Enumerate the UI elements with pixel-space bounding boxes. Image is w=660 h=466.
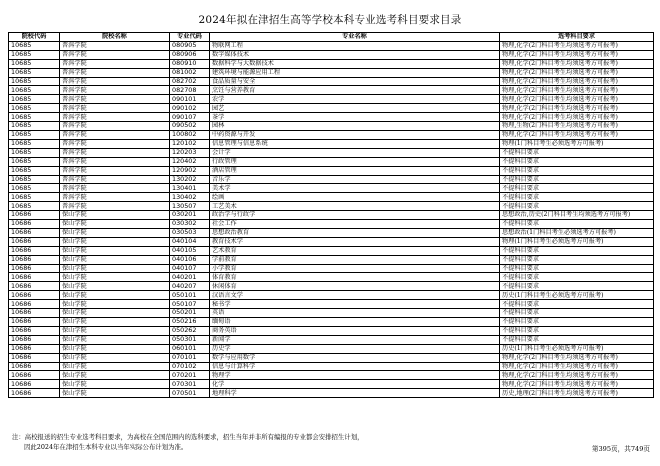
- school-code-cell: 10686: [9, 344, 60, 353]
- school-name-cell: 普洱学院: [60, 95, 170, 104]
- school-name-cell: 保山学院: [60, 371, 170, 380]
- major-code-cell: 130507: [170, 202, 210, 211]
- school-code-cell: 10686: [9, 309, 60, 318]
- major-code-cell: 030503: [170, 228, 210, 237]
- requirement-cell: 不提科目要求: [500, 318, 654, 327]
- major-code-cell: 070102: [170, 362, 210, 371]
- table-row: [9, 273, 654, 282]
- major-name-cell: 信息与计算科学: [210, 362, 500, 371]
- school-code-cell: 10686: [9, 264, 60, 273]
- major-name-cell: 园林: [210, 122, 500, 131]
- school-name-cell: 普洱学院: [60, 41, 170, 50]
- requirement-cell: 物理,化学(2门科目考生均须选考方可报考): [500, 77, 654, 86]
- school-code-cell: 10685: [9, 59, 60, 68]
- requirement-cell: 不提科目要求: [500, 282, 654, 291]
- school-name-cell: 普洱学院: [60, 193, 170, 202]
- major-code-cell: 090101: [170, 95, 210, 104]
- school-code-cell: 10685: [9, 157, 60, 166]
- major-code-cell: 080906: [170, 50, 210, 59]
- school-code-cell: 10685: [9, 148, 60, 157]
- school-code-cell: 10685: [9, 50, 60, 59]
- school-name-cell: 普洱学院: [60, 77, 170, 86]
- school-code-cell: 10686: [9, 255, 60, 264]
- footnote-line-2: 因此2024年在津招生本科专业以当年实际公布计划为准。: [24, 443, 188, 451]
- major-code-cell: 070501: [170, 389, 210, 398]
- school-name-cell: 保山学院: [60, 264, 170, 273]
- school-code-cell: 10685: [9, 193, 60, 202]
- school-name-cell: 保山学院: [60, 318, 170, 327]
- major-code-cell: 080910: [170, 59, 210, 68]
- table-row: [9, 264, 654, 273]
- table-row: [9, 166, 654, 175]
- table-row: [9, 344, 654, 353]
- major-code-cell: 040201: [170, 273, 210, 282]
- school-name-cell: 保山学院: [60, 228, 170, 237]
- school-name-cell: 保山学院: [60, 335, 170, 344]
- requirement-cell: 物理,化学(2门科目考生均须选考方可报考): [500, 130, 654, 139]
- major-code-cell: 120102: [170, 139, 210, 148]
- school-name-cell: 普洱学院: [60, 166, 170, 175]
- table-row: [9, 300, 654, 309]
- table-row: [9, 41, 654, 50]
- school-code-cell: 10686: [9, 371, 60, 380]
- school-name-cell: 保山学院: [60, 389, 170, 398]
- table-row: [9, 335, 654, 344]
- footnote: [12, 432, 363, 452]
- table-row: [9, 291, 654, 300]
- table-row: [9, 104, 654, 113]
- requirement-cell: 不提科目要求: [500, 335, 654, 344]
- school-code-cell: 10686: [9, 228, 60, 237]
- school-name-cell: 普洱学院: [60, 50, 170, 59]
- major-code-cell: 082702: [170, 77, 210, 86]
- major-name-cell: 社会工作: [210, 220, 500, 229]
- requirement-cell: 历史,地理(2门科目考生均须选考方可报考): [500, 389, 654, 398]
- school-code-cell: 10686: [9, 237, 60, 246]
- major-name-cell: 新闻学: [210, 335, 500, 344]
- requirement-cell: 不提科目要求: [500, 326, 654, 335]
- major-code-cell: 130401: [170, 184, 210, 193]
- school-name-cell: 保山学院: [60, 300, 170, 309]
- school-name-cell: 普洱学院: [60, 148, 170, 157]
- major-code-cell: 040107: [170, 264, 210, 273]
- major-code-cell: 081002: [170, 68, 210, 77]
- school-code-cell: 10686: [9, 318, 60, 327]
- major-code-cell: 040105: [170, 246, 210, 255]
- page-title: 2024年拟在津招生高等学校本科专业选考科目要求目录: [198, 14, 462, 26]
- school-name-cell: 保山学院: [60, 237, 170, 246]
- major-name-cell: 历史学: [210, 344, 500, 353]
- school-name-cell: 保山学院: [60, 255, 170, 264]
- major-code-cell: 040207: [170, 282, 210, 291]
- table-row: [9, 77, 654, 86]
- requirement-cell: 不提科目要求: [500, 157, 654, 166]
- school-name-cell: 保山学院: [60, 291, 170, 300]
- school-code-cell: 10685: [9, 41, 60, 50]
- school-name-cell: 保山学院: [60, 344, 170, 353]
- major-name-cell: 工艺美术: [210, 202, 500, 211]
- table-row: [9, 193, 654, 202]
- table-row: [9, 139, 654, 148]
- school-name-cell: 普洱学院: [60, 139, 170, 148]
- table-row: [9, 371, 654, 380]
- table-row: [9, 95, 654, 104]
- school-name-cell: 普洱学院: [60, 130, 170, 139]
- requirement-cell: 不提科目要求: [500, 202, 654, 211]
- requirement-cell: 不提科目要求: [500, 300, 654, 309]
- school-name-cell: 普洱学院: [60, 175, 170, 184]
- major-code-cell: 130202: [170, 175, 210, 184]
- table-row: [9, 68, 654, 77]
- school-name-cell: 保山学院: [60, 353, 170, 362]
- major-name-cell: 秘书学: [210, 300, 500, 309]
- school-name-cell: 普洱学院: [60, 86, 170, 95]
- table-row: [9, 318, 654, 327]
- table-row: [9, 202, 654, 211]
- column-header-requirement: 选考科目要求: [500, 33, 654, 42]
- column-header-major-code: 专业代码: [170, 33, 210, 42]
- major-name-cell: 思想政治教育: [210, 228, 500, 237]
- requirement-cell: 物理(1门科目考生必须选考方可报考): [500, 139, 654, 148]
- major-name-cell: 商务英语: [210, 326, 500, 335]
- school-code-cell: 10685: [9, 113, 60, 122]
- requirement-cell: 不提科目要求: [500, 273, 654, 282]
- major-code-cell: 100802: [170, 130, 210, 139]
- major-name-cell: 体育教育: [210, 273, 500, 282]
- school-name-cell: 保山学院: [60, 273, 170, 282]
- school-code-cell: 10685: [9, 139, 60, 148]
- major-name-cell: 地理科学: [210, 389, 500, 398]
- school-code-cell: 10686: [9, 389, 60, 398]
- school-code-cell: 10685: [9, 95, 60, 104]
- requirement-cell: 物理,化学(2门科目考生均须选考方可报考): [500, 353, 654, 362]
- table-row: [9, 380, 654, 389]
- requirement-cell: 不提科目要求: [500, 255, 654, 264]
- requirement-cell: 不提科目要求: [500, 184, 654, 193]
- table-row: [9, 175, 654, 184]
- requirement-cell: 不提科目要求: [500, 220, 654, 229]
- table-row: [9, 353, 654, 362]
- major-code-cell: 050107: [170, 300, 210, 309]
- major-name-cell: 中药资源与开发: [210, 130, 500, 139]
- school-name-cell: 保山学院: [60, 362, 170, 371]
- requirement-cell: 物理,化学(2门科目考生均须选考方可报考): [500, 104, 654, 113]
- school-name-cell: 保山学院: [60, 211, 170, 220]
- major-code-cell: 082708: [170, 86, 210, 95]
- table-row: [9, 148, 654, 157]
- major-name-cell: 食品质量与安全: [210, 77, 500, 86]
- requirement-cell: 不提科目要求: [500, 148, 654, 157]
- major-name-cell: 信息管理与信息系统: [210, 139, 500, 148]
- major-name-cell: 农学: [210, 95, 500, 104]
- school-code-cell: 10686: [9, 291, 60, 300]
- school-code-cell: 10686: [9, 282, 60, 291]
- school-code-cell: 10685: [9, 184, 60, 193]
- major-name-cell: 行政管理: [210, 157, 500, 166]
- table-row: [9, 113, 654, 122]
- school-code-cell: 10686: [9, 300, 60, 309]
- requirement-cell: 物理,化学(2门科目考生均须选考方可报考): [500, 86, 654, 95]
- major-code-cell: 060101: [170, 344, 210, 353]
- table-row: [9, 211, 654, 220]
- requirement-cell: 不提科目要求: [500, 264, 654, 273]
- major-code-cell: 050301: [170, 335, 210, 344]
- table-row: [9, 220, 654, 229]
- major-code-cell: 070201: [170, 371, 210, 380]
- requirement-cell: 不提科目要求: [500, 175, 654, 184]
- requirement-cell: 历史(1门科目考生必须选考方可报考): [500, 344, 654, 353]
- school-code-cell: 10685: [9, 166, 60, 175]
- school-code-cell: 10686: [9, 246, 60, 255]
- school-name-cell: 普洱学院: [60, 113, 170, 122]
- table-row: [9, 309, 654, 318]
- column-header-school-code: 院校代码: [9, 33, 60, 42]
- school-code-cell: 10686: [9, 380, 60, 389]
- school-name-cell: 普洱学院: [60, 68, 170, 77]
- school-code-cell: 10685: [9, 68, 60, 77]
- school-name-cell: 保山学院: [60, 246, 170, 255]
- major-name-cell: 物联网工程: [210, 41, 500, 50]
- table-row: [9, 59, 654, 68]
- school-code-cell: 10685: [9, 130, 60, 139]
- major-code-cell: 050216: [170, 318, 210, 327]
- school-code-cell: 10686: [9, 273, 60, 282]
- major-name-cell: 数学与应用数学: [210, 353, 500, 362]
- major-code-cell: 090102: [170, 104, 210, 113]
- major-code-cell: 050201: [170, 309, 210, 318]
- major-name-cell: 汉语言文学: [210, 291, 500, 300]
- requirement-cell: 物理(1门科目考生必须选考方可报考): [500, 237, 654, 246]
- school-name-cell: 普洱学院: [60, 104, 170, 113]
- major-name-cell: 政治学与行政学: [210, 211, 500, 220]
- subject-requirements-table: [8, 32, 654, 398]
- major-name-cell: 烹饪与营养教育: [210, 86, 500, 95]
- footnote-line-1: 注：高校报送的招生专业选考科目要求，为高校在全国范围内的选科要求，招生当年并非所有编报的专业都会安排招生计划，: [12, 433, 364, 441]
- school-name-cell: 普洱学院: [60, 122, 170, 131]
- requirement-cell: 物理,生物(2门科目考生均须选考方可报考): [500, 122, 654, 131]
- major-name-cell: 绘画: [210, 193, 500, 202]
- major-code-cell: 070301: [170, 380, 210, 389]
- requirement-cell: 物理,化学(2门科目考生均须选考方可报考): [500, 50, 654, 59]
- school-code-cell: 10685: [9, 86, 60, 95]
- requirement-cell: 物理,化学(2门科目考生均须选考方可报考): [500, 41, 654, 50]
- major-name-cell: 会计学: [210, 148, 500, 157]
- requirement-cell: 物理,化学(2门科目考生均须选考方可报考): [500, 68, 654, 77]
- major-code-cell: 070101: [170, 353, 210, 362]
- school-name-cell: 普洱学院: [60, 184, 170, 193]
- major-name-cell: 茶学: [210, 113, 500, 122]
- requirement-cell: 物理,化学(2门科目考生均须选考方可报考): [500, 59, 654, 68]
- major-code-cell: 130402: [170, 193, 210, 202]
- table-row: [9, 389, 654, 398]
- school-code-cell: 10686: [9, 353, 60, 362]
- school-code-cell: 10685: [9, 104, 60, 113]
- major-name-cell: 英语: [210, 309, 500, 318]
- table-row: [9, 157, 654, 166]
- school-name-cell: 保山学院: [60, 220, 170, 229]
- major-name-cell: 数据科学与大数据技术: [210, 59, 500, 68]
- major-code-cell: 040106: [170, 255, 210, 264]
- school-code-cell: 10686: [9, 362, 60, 371]
- page-number: 第395页，共749页: [591, 445, 650, 453]
- requirement-cell: 不提科目要求: [500, 246, 654, 255]
- major-name-cell: 小学教育: [210, 264, 500, 273]
- table-row: [9, 184, 654, 193]
- major-name-cell: 园艺: [210, 104, 500, 113]
- major-name-cell: 音乐学: [210, 175, 500, 184]
- requirement-cell: 物理,化学(2门科目考生均须选考方可报考): [500, 113, 654, 122]
- major-code-cell: 090107: [170, 113, 210, 122]
- major-name-cell: 学前教育: [210, 255, 500, 264]
- major-code-cell: 050101: [170, 291, 210, 300]
- school-name-cell: 保山学院: [60, 309, 170, 318]
- school-code-cell: 10685: [9, 202, 60, 211]
- school-code-cell: 10685: [9, 77, 60, 86]
- requirement-cell: 物理,化学(2门科目考生均须选考方可报考): [500, 95, 654, 104]
- column-header-school-name: 院校名称: [60, 33, 170, 42]
- major-name-cell: 数字媒体技术: [210, 50, 500, 59]
- table-row: [9, 282, 654, 291]
- school-name-cell: 保山学院: [60, 326, 170, 335]
- table-body: [9, 41, 654, 397]
- school-name-cell: 普洱学院: [60, 157, 170, 166]
- table-row: [9, 237, 654, 246]
- table-row: [9, 228, 654, 237]
- major-code-cell: 050262: [170, 326, 210, 335]
- major-name-cell: 休闲体育: [210, 282, 500, 291]
- requirement-cell: 物理,化学(2门科目考生均须选考方可报考): [500, 362, 654, 371]
- school-name-cell: 保山学院: [60, 380, 170, 389]
- table-row: [9, 122, 654, 131]
- major-code-cell: 080905: [170, 41, 210, 50]
- table-row: [9, 326, 654, 335]
- table-row: [9, 246, 654, 255]
- school-code-cell: 10686: [9, 335, 60, 344]
- table-row: [9, 130, 654, 139]
- major-code-cell: 120203: [170, 148, 210, 157]
- table-row: [9, 362, 654, 371]
- major-code-cell: 120402: [170, 157, 210, 166]
- requirement-cell: 不提科目要求: [500, 193, 654, 202]
- requirement-cell: 历史(1门科目考生必须选考方可报考): [500, 291, 654, 300]
- table-row: [9, 255, 654, 264]
- school-name-cell: 保山学院: [60, 282, 170, 291]
- major-name-cell: 教育技术学: [210, 237, 500, 246]
- school-code-cell: 10686: [9, 211, 60, 220]
- major-name-cell: 建筑环境与能源应用工程: [210, 68, 500, 77]
- table-row: [9, 86, 654, 95]
- major-code-cell: 090502: [170, 122, 210, 131]
- major-name-cell: 酒店管理: [210, 166, 500, 175]
- table-header-row: [9, 33, 654, 42]
- school-name-cell: 普洱学院: [60, 59, 170, 68]
- requirement-cell: 物理,化学(2门科目考生均须选考方可报考): [500, 380, 654, 389]
- major-name-cell: 缅甸语: [210, 318, 500, 327]
- column-header-major-name: 专业名称: [210, 33, 500, 42]
- school-code-cell: 10685: [9, 175, 60, 184]
- requirement-cell: 不提科目要求: [500, 309, 654, 318]
- school-name-cell: 普洱学院: [60, 202, 170, 211]
- school-code-cell: 10685: [9, 122, 60, 131]
- requirement-cell: 思想政治,历史(2门科目考生均须选考方可报考): [500, 211, 654, 220]
- school-code-cell: 10686: [9, 220, 60, 229]
- requirement-cell: 物理,化学(2门科目考生均须选考方可报考): [500, 371, 654, 380]
- requirement-cell: 思想政治(1门科目考生必须选考方可报考): [500, 228, 654, 237]
- major-code-cell: 040104: [170, 237, 210, 246]
- major-name-cell: 美术学: [210, 184, 500, 193]
- school-code-cell: 10686: [9, 326, 60, 335]
- major-code-cell: 030201: [170, 211, 210, 220]
- table-row: [9, 50, 654, 59]
- major-name-cell: 化学: [210, 380, 500, 389]
- major-code-cell: 120902: [170, 166, 210, 175]
- major-code-cell: 030302: [170, 220, 210, 229]
- requirement-cell: 不提科目要求: [500, 166, 654, 175]
- major-name-cell: 物理学: [210, 371, 500, 380]
- major-name-cell: 艺术教育: [210, 246, 500, 255]
